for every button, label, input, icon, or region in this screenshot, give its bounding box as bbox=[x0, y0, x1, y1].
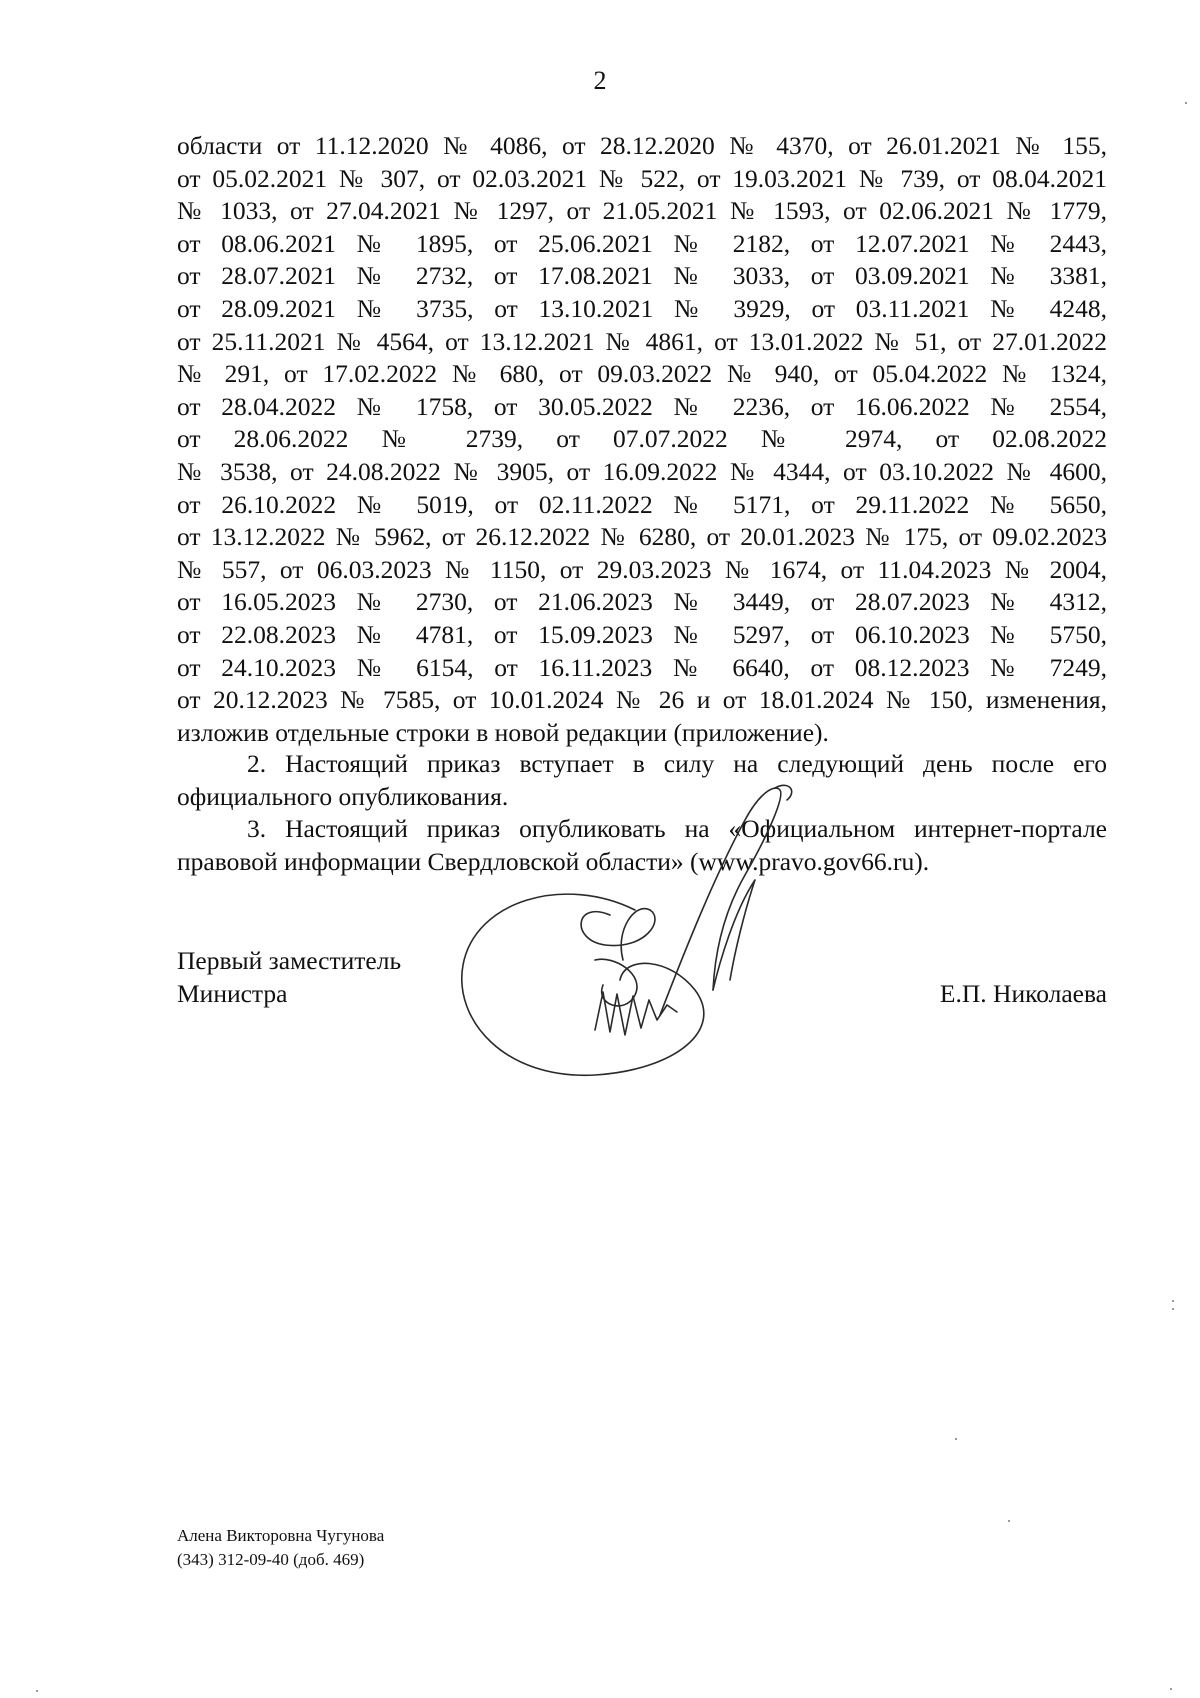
text-line: от 08.06.2021 № 1895, от 25.06.2021 № 2182, от 12.07.2021 № 2443, bbox=[177, 228, 1107, 258]
text-line: от 28.06.2022 № 2739, от 07.07.2022 № 2974, от 02.08.2022 bbox=[177, 424, 1107, 454]
handwritten-signature bbox=[445, 780, 865, 1090]
scan-speck bbox=[1170, 1688, 1172, 1690]
text-line: от 28.09.2021 № 3735, от 13.10.2021 № 3929, от 03.11.2021 № 4248, bbox=[177, 293, 1107, 323]
scan-speck bbox=[1172, 1300, 1174, 1302]
executor-footer bbox=[177, 1524, 384, 1572]
text-line: изложив отдельные строки в новой редакции (приложение). bbox=[177, 717, 829, 747]
scan-speck bbox=[1185, 102, 1187, 104]
page-number: 2 bbox=[593, 66, 607, 95]
scan-speck bbox=[36, 1690, 38, 1692]
paragraph-line: официального опубликования. bbox=[177, 781, 509, 811]
text-line: от 05.02.2021 № 307, от 02.03.2021 № 522, от 19.03.2021 № 739, от 08.04.2021 bbox=[177, 163, 1107, 193]
text-line: № 557, от 06.03.2023 № 1150, от 29.03.2023 № 1674, от 11.04.2023 № 2004, bbox=[177, 554, 1107, 584]
signatory-title: Министра bbox=[177, 979, 288, 1008]
amendments-list-text bbox=[177, 130, 1107, 749]
scan-speck bbox=[955, 1438, 957, 1440]
text-line: № 3538, от 24.08.2022 № 3905, от 16.09.2022 № 4344, от 03.10.2022 № 4600, bbox=[177, 456, 1107, 486]
signatory-title: Первый заместитель bbox=[177, 946, 402, 975]
text-line: от 24.10.2023 № 6154, от 16.11.2023 № 6640, от 08.12.2023 № 7249, bbox=[177, 652, 1107, 682]
signatory-name: Е.П. Николаева bbox=[939, 979, 1107, 1008]
paragraph-line: 2. Настоящий приказ вступает в силу на следующий день после его bbox=[247, 749, 1107, 778]
text-line: от 13.12.2022 № 5962, от 26.12.2022 № 6280, от 20.01.2023 № 175, от 09.02.2023 bbox=[177, 522, 1107, 552]
scan-speck bbox=[1172, 1308, 1174, 1310]
text-line: от 20.12.2023 № 7585, от 10.01.2024 № 26 и от 18.01.2024 № 150, изменения, bbox=[177, 685, 1107, 715]
text-line: от 28.04.2022 № 1758, от 30.05.2022 № 2236, от 16.06.2022 № 2554, bbox=[177, 391, 1107, 421]
paragraph-line: 3. Настоящий приказ опубликовать на «Официальном интернет-портале bbox=[247, 814, 1107, 843]
executor-phone: (343) 312-09-40 (доб. 469) bbox=[177, 1550, 365, 1569]
text-line: от 26.10.2022 № 5019, от 02.11.2022 № 5171, от 29.11.2022 № 5650, bbox=[177, 489, 1107, 519]
executor-name: Алена Викторовна Чугунова bbox=[177, 1526, 385, 1545]
text-line: от 16.05.2023 № 2730, от 21.06.2023 № 3449, от 28.07.2023 № 4312, bbox=[177, 587, 1107, 617]
text-line: от 28.07.2021 № 2732, от 17.08.2021 № 3033, от 03.09.2021 № 3381, bbox=[177, 261, 1107, 291]
text-line: № 1033, от 27.04.2021 № 1297, от 21.05.2021 № 1593, от 02.06.2021 № 1779, bbox=[177, 196, 1107, 226]
paragraph-line: правовой информации Свердловской области» (www.pravo.gov66.ru). bbox=[177, 846, 930, 876]
text-line: № 291, от 17.02.2022 № 680, от 09.03.2022 № 940, от 05.04.2022 № 1324, bbox=[177, 359, 1107, 389]
scan-speck bbox=[1008, 1520, 1010, 1522]
text-line: от 22.08.2023 № 4781, от 15.09.2023 № 5297, от 06.10.2023 № 5750, bbox=[177, 619, 1107, 649]
text-line: области от 11.12.2020 № 4086, от 28.12.2020 № 4370, от 26.01.2021 № 155, bbox=[177, 131, 1107, 160]
text-line: от 25.11.2021 № 4564, от 13.12.2021 № 4861, от 13.01.2022 № 51, от 27.01.2022 bbox=[177, 326, 1107, 356]
